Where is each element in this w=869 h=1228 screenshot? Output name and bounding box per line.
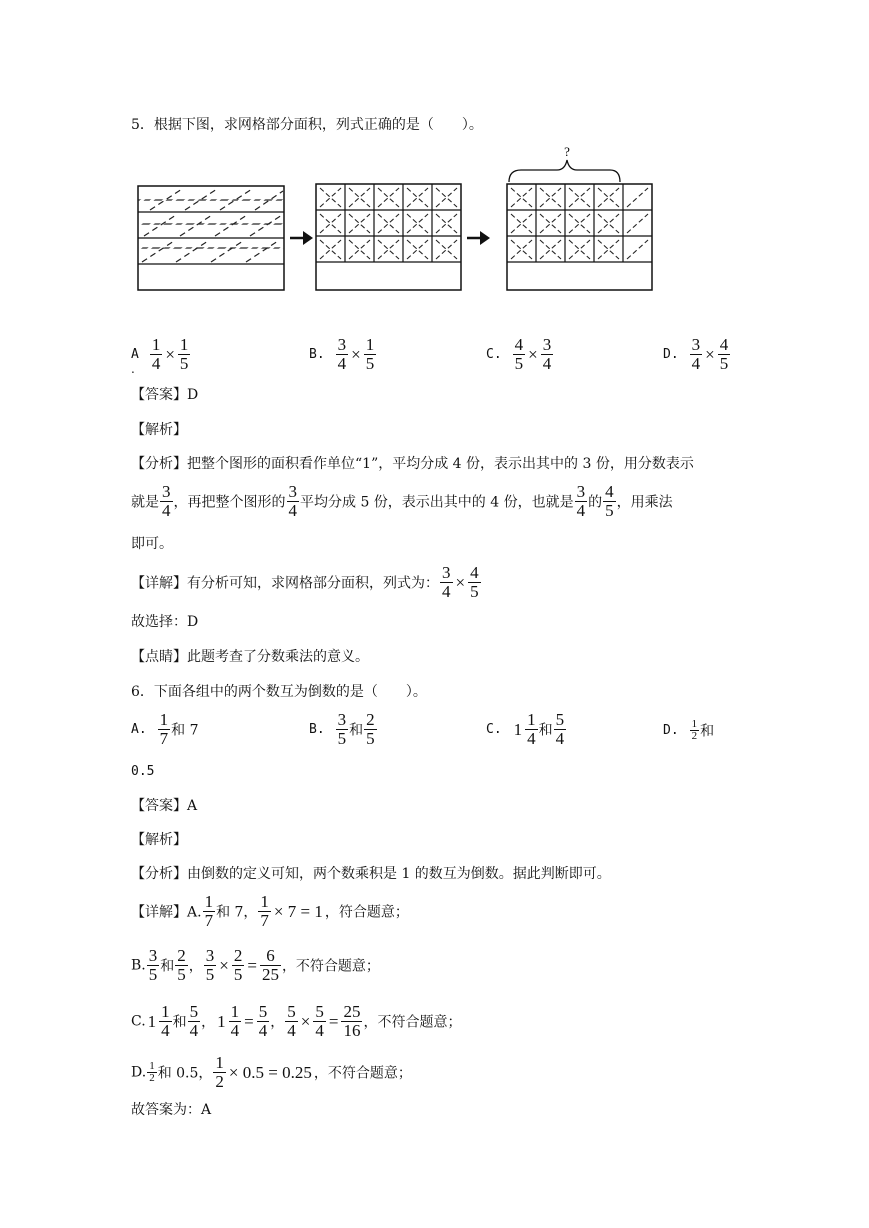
q5-dianjing: 【点睛】此题考查了分数乘法的意义。 [131,649,369,665]
q6-jiexi: 【解析】 [131,832,187,848]
q6-detail-a: 【详解】A. $\frac{1}{7}$ 和 7， $\frac{1}{7}$ × 7 = 1 ，符合题意； [131,892,409,930]
q6-option-d-wrap: 0.5 [131,764,155,779]
q5-fenxi-line1: 【分析】把整个图形的面积看作单位“1”，平均分成 4 份，表示出其中的 3 份，用分数表示 [131,456,694,472]
q6-answer: 【答案】A [131,798,198,814]
q6-detail-d: D. $\frac{1}{2}$ 和 0.5， $\frac{1}{2}$ × 0.5 = 0.25 ，不符合题意； [131,1053,412,1091]
q6-option-a: A. $\frac{1}{7}$ 和 7 [131,710,199,748]
q5-option-d: D. $\frac{3}{4}$ × $\frac{4}{5}$ [663,335,729,373]
q5-figure [0,140,869,300]
q5-option-a: A $\frac{1}{4}$ × $\frac{1}{5}$ [131,335,189,373]
q5-fenxi-line2: 就是 $\frac{3}{4}$ ，再把整个图形的 $\frac{3}{4}$ 平均分成 5 份，表示出其中的 4 份，也就是 $\frac{3}{4}$ 的 $\frac{4}{5}$ ，用乘法 [131,482,673,520]
q6-option-b: B. $\frac{3}{5}$ 和 $\frac{2}{5}$ [309,710,375,748]
arrow-right-icon [467,231,490,245]
arrow-right-icon [290,231,313,245]
q6-detail-b: B. $\frac{3}{5}$ 和 $\frac{2}{5}$ ， $\frac{3}{5}$ × $\frac{2}{5}$ = $\frac{6}{25}$ ，不符合题意； [131,946,380,984]
option-label: A [131,347,139,362]
q5-option-b: B. $\frac{3}{4}$ × $\frac{1}{5}$ [309,335,375,373]
q6-option-c: C. 1 $\frac{1}{4}$ 和 $\frac{5}{4}$ [486,710,565,748]
q5-xiangjie: 【详解】有分析可知，求网格部分面积，列式为： $\frac{3}{4}$ × $\frac{4}{5}$ [131,563,479,601]
q6-question: 6．下面各组中的两个数互为倒数的是（ ）。 [131,684,427,700]
figure-question-mark: ? [564,144,570,159]
q6-final: 故答案为：A [131,1102,212,1118]
q5-choose: 故选择：D [131,614,199,630]
figure-3-grid [507,144,652,290]
q5-question: 5．根据下图，求网格部分面积，列式正确的是（ ）。 [131,117,483,133]
q5-jiexi: 【解析】 [131,422,187,438]
figure-2-grid [316,184,461,290]
q5-fenxi-line3: 即可。 [131,536,173,552]
option-a-dot: . [131,362,135,376]
q5-answer: 【答案】D [131,387,199,403]
brace-shape [509,160,620,182]
figure-1-rectangle [138,186,284,290]
q5-option-c: C. $\frac{4}{5}$ × $\frac{3}{4}$ [486,335,552,373]
q6-fenxi: 【分析】由倒数的定义可知，两个数乘积是 1 的数互为倒数。据此判断即可。 [131,866,611,882]
q6-option-d: D. $\frac{1}{2}$ 和 [663,718,715,742]
q6-detail-c: C. 1 $\frac{1}{4}$ 和 $\frac{5}{4}$ ， 1 $\frac{1}{4}$ = $\frac{5}{4}$ ， $\frac{5}{4}$ × $\frac{5}{4}$ = $\frac{25}{16}$ ，不符合题意； [131,1002,462,1040]
